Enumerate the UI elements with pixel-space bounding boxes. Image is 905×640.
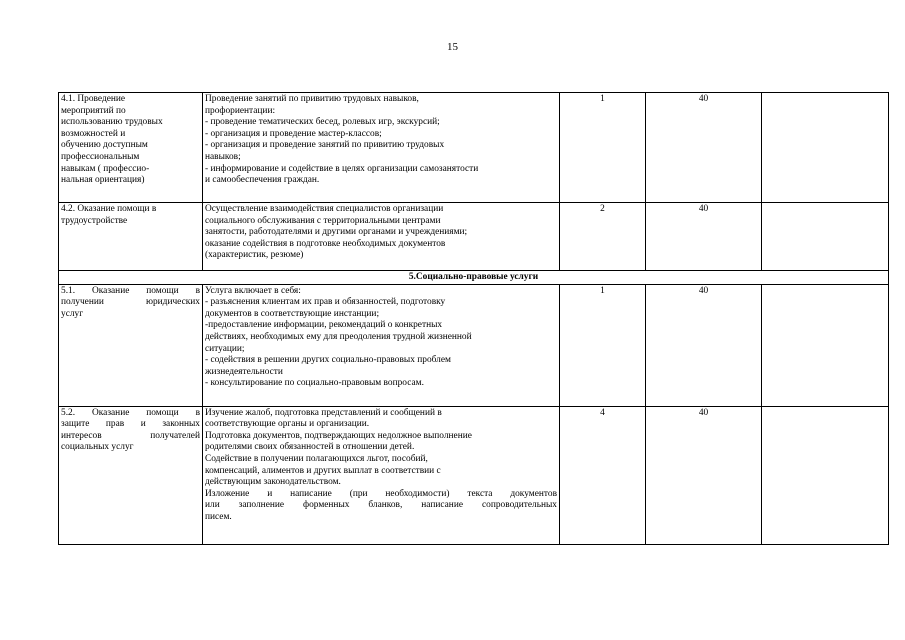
description-line: Услуга включает в себя: <box>205 285 301 296</box>
services-table <box>58 92 889 545</box>
service-description-cell <box>203 93 560 203</box>
description-line: действиях, необходимых ему для преодоления трудной жизненной <box>205 331 472 342</box>
extra-cell <box>762 284 889 406</box>
description-line: или заполнение форменных бланков, написание сопроводительных <box>205 500 557 511</box>
section-title: 5.Социально-правовые услуги <box>59 271 889 285</box>
service-name-line: трудоустройстве <box>61 215 128 226</box>
service-name-line: 5.1. Оказание помощи в <box>61 285 200 296</box>
service-description-cell <box>203 284 560 406</box>
description-line: Изучение жалоб, подготовка представлений и сообщений в <box>205 407 442 418</box>
description-line: родителями своих обязанностей в отношении детей. <box>205 442 415 453</box>
quantity-cell: 1 <box>560 93 646 203</box>
service-name-line: услуг <box>61 308 84 319</box>
service-name-line: социальных услуг <box>61 442 134 453</box>
service-description-cell <box>203 203 560 271</box>
service-name-line: защите прав и законных <box>61 419 200 430</box>
service-name-line: 4.1. Проведение <box>61 94 126 104</box>
table-row <box>59 203 889 271</box>
description-line: и самообеспечения граждан. <box>205 175 320 186</box>
description-line: Осуществление взаимодействия специалистов организации <box>205 204 444 214</box>
norm-cell: 40 <box>646 284 762 406</box>
description-line: социального обслуживания с территориальными центрами <box>205 215 441 226</box>
service-description-cell <box>203 406 560 544</box>
description-line: жизнедеятельности <box>205 366 283 377</box>
quantity-cell: 2 <box>560 203 646 271</box>
description-line: оказание содействия в подготовке необходимых документов <box>205 238 446 249</box>
description-line: - разъяснения клиентам их прав и обязанностей, подготовку <box>205 297 446 308</box>
description-line: писем. <box>205 511 232 522</box>
section-row <box>59 271 889 285</box>
description-line: Подготовка документов, подтверждающих недолжное выполнение <box>205 430 472 441</box>
description-line: (характеристик, резюме) <box>205 250 304 261</box>
service-name-line: получении юридических <box>61 297 200 308</box>
service-name-cell <box>59 203 203 271</box>
service-name-cell <box>59 284 203 406</box>
extra-cell <box>762 406 889 544</box>
description-line: действующим законодательством. <box>205 477 341 488</box>
quantity-cell: 1 <box>560 284 646 406</box>
service-name-line: нальная ориентация) <box>61 175 145 186</box>
description-line: - информирование и содействие в целях организации самозанятости <box>205 163 479 174</box>
description-line: - консультирование по социально-правовым вопросам. <box>205 378 424 389</box>
service-name-cell <box>59 406 203 544</box>
description-line: -предоставление информации, рекомендаций о конкретных <box>205 320 443 331</box>
extra-cell <box>762 203 889 271</box>
service-name-line: возможностей и <box>61 128 126 139</box>
description-line: - проведение тематических бесед, ролевых игр, экскурсий; <box>205 117 440 128</box>
table-row <box>59 284 889 406</box>
service-name-line: интересов получателей <box>61 430 200 441</box>
service-name-line: профессиональным <box>61 151 140 162</box>
description-line: Содействие в получении полагающихся льгот, пособий, <box>205 453 428 464</box>
quantity-cell: 4 <box>560 406 646 544</box>
norm-cell: 40 <box>646 406 762 544</box>
table-row <box>59 93 889 203</box>
description-line: профориентации: <box>205 105 276 116</box>
norm-cell: 40 <box>646 93 762 203</box>
description-line: - организация и проведение занятий по привитию трудовых <box>205 140 445 151</box>
service-name-line: мероприятий по <box>61 105 126 116</box>
description-line: навыков; <box>205 151 241 162</box>
description-line: занятости, работодателями и другими органами и учреждениями; <box>205 227 468 238</box>
page-number: 15 <box>447 41 458 53</box>
service-name-cell <box>59 93 203 203</box>
description-line: соответствующие органы и организации. <box>205 419 370 430</box>
description-line: Проведение занятий по привитию трудовых навыков, <box>205 94 419 104</box>
description-line: документов в соответствующие инстанции; <box>205 308 380 319</box>
service-name-line: 5.2. Оказание помощи в <box>61 407 200 418</box>
description-line: компенсаций, алиментов и других выплат в соответствии с <box>205 465 441 476</box>
service-name-line: использованию трудовых <box>61 117 163 128</box>
service-name-line: 4.2. Оказание помощи в <box>61 204 157 214</box>
norm-cell: 40 <box>646 203 762 271</box>
service-name-line: навыкам ( профессио- <box>61 163 150 174</box>
service-name-line: обучению доступным <box>61 140 148 151</box>
description-line: Изложение и написание (при необходимости) текста документов <box>205 488 557 499</box>
extra-cell <box>762 93 889 203</box>
description-line: - содействия в решении других социально-правовых проблем <box>205 355 451 366</box>
table-row <box>59 406 889 544</box>
description-line: ситуации; <box>205 343 245 354</box>
description-line: - организация и проведение мастер-классов; <box>205 128 382 139</box>
